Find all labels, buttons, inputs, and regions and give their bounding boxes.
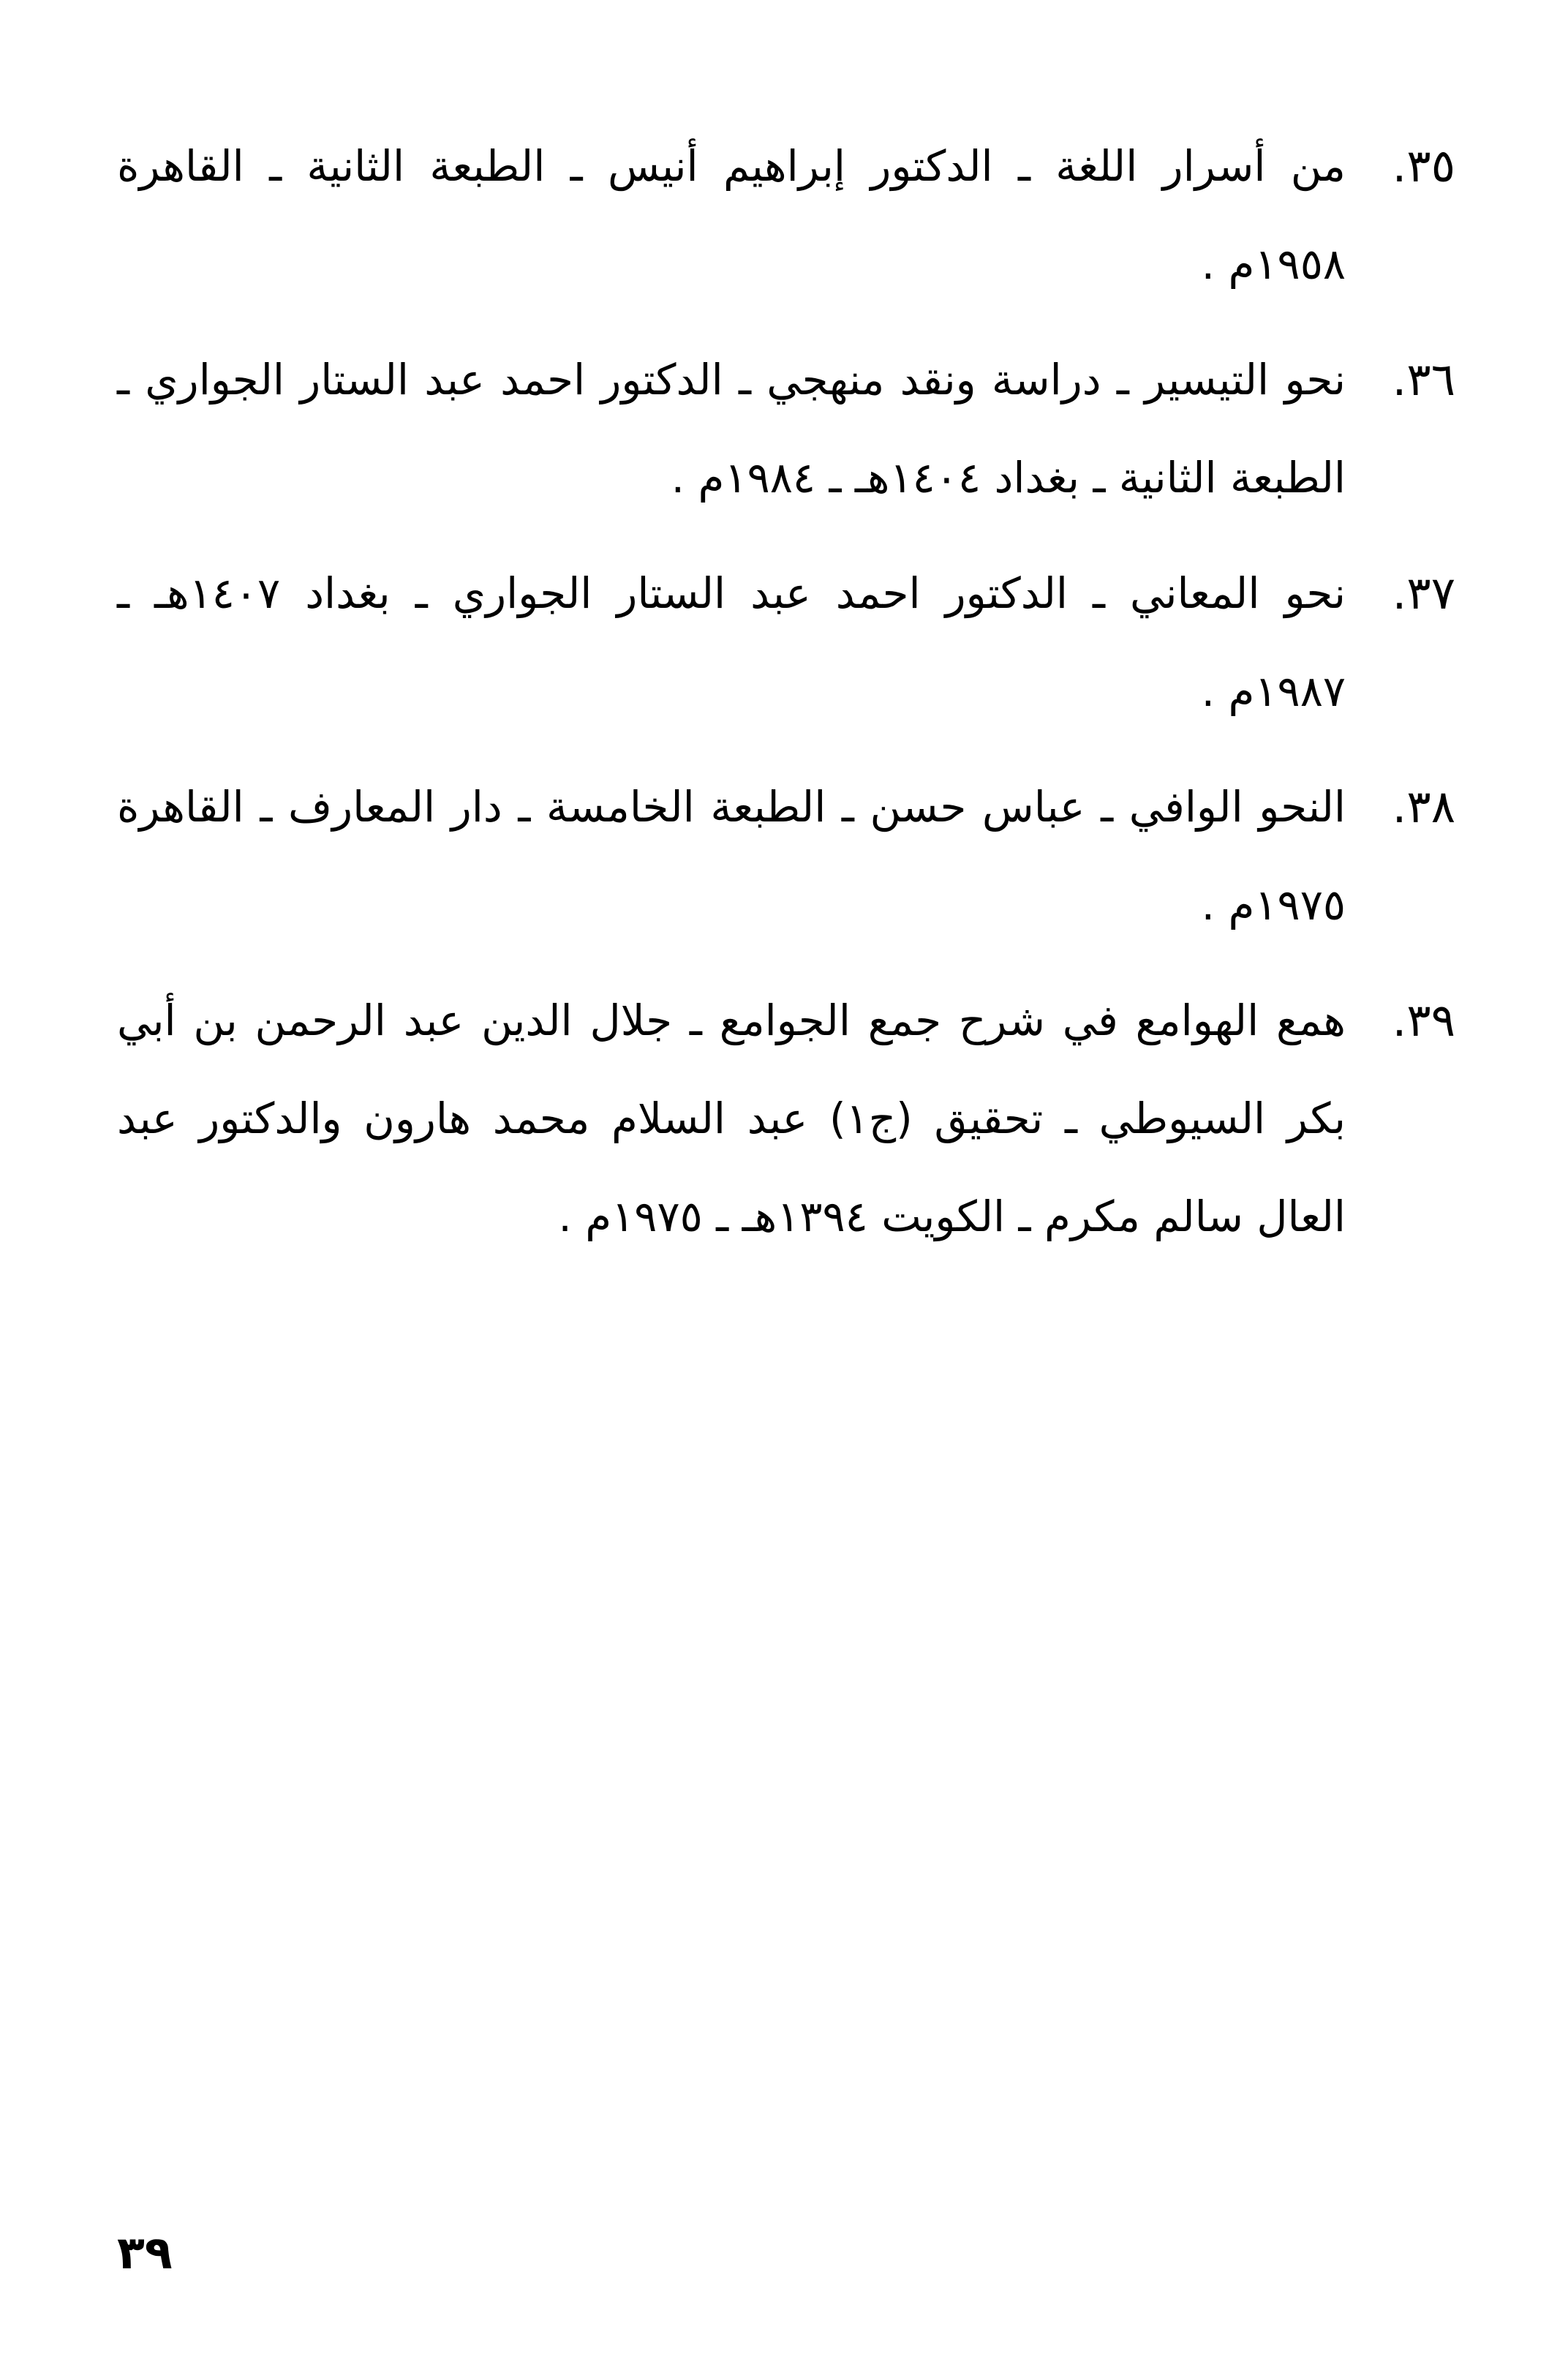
references-list xyxy=(117,117,1455,1283)
reference-text: نحو المعاني ـ الدكتور احمد عبد الستار الجواري ـ بغداد ١٤٠٧هـ ـ ١٩٨٧م . xyxy=(117,568,1346,716)
reference-text: من أسرار اللغة ـ الدكتور إبراهيم أنيس ـ الطبعة الثانية ـ القاهرة ١٩٥٨م . xyxy=(117,141,1346,289)
reference-item-39 xyxy=(117,971,1455,1265)
reference-text: نحو التيسير ـ دراسة ونقد منهجي ـ الدكتور احمد عبد الستار الجواري ـ الطبعة الثانية ـ بغداد ١٤٠٤هـ ـ ١٩٨٤م . xyxy=(117,355,1346,503)
reference-number: ٣٨. xyxy=(1392,780,1455,833)
reference-text: النحو الوافي ـ عباس حسن ـ الطبعة الخامسة ـ دار المعارف ـ القاهرة ١٩٧٥م . xyxy=(117,782,1346,930)
reference-number: ٣٦. xyxy=(1392,353,1455,406)
reference-item-36 xyxy=(117,331,1455,527)
reference-number: ٣٧. xyxy=(1392,566,1455,620)
reference-item-35 xyxy=(117,117,1455,313)
reference-text: همع الهوامع في شرح جمع الجوامع ـ جلال الدين عبد الرحمن بن أبي بكر السيوطي ـ تحقيق (ج١) عبد السلام محمد هارون والدكتور عبد العال سالم مكرم ـ الكويت ١٣٩٤هـ ـ ١٩٧٥م . xyxy=(117,996,1346,1241)
reference-item-38 xyxy=(117,758,1455,954)
reference-number: ٣٩. xyxy=(1392,993,1455,1047)
reference-number: ٣٥. xyxy=(1392,139,1455,192)
reference-item-37 xyxy=(117,544,1455,740)
page-number: ٣٩ xyxy=(117,2226,173,2279)
